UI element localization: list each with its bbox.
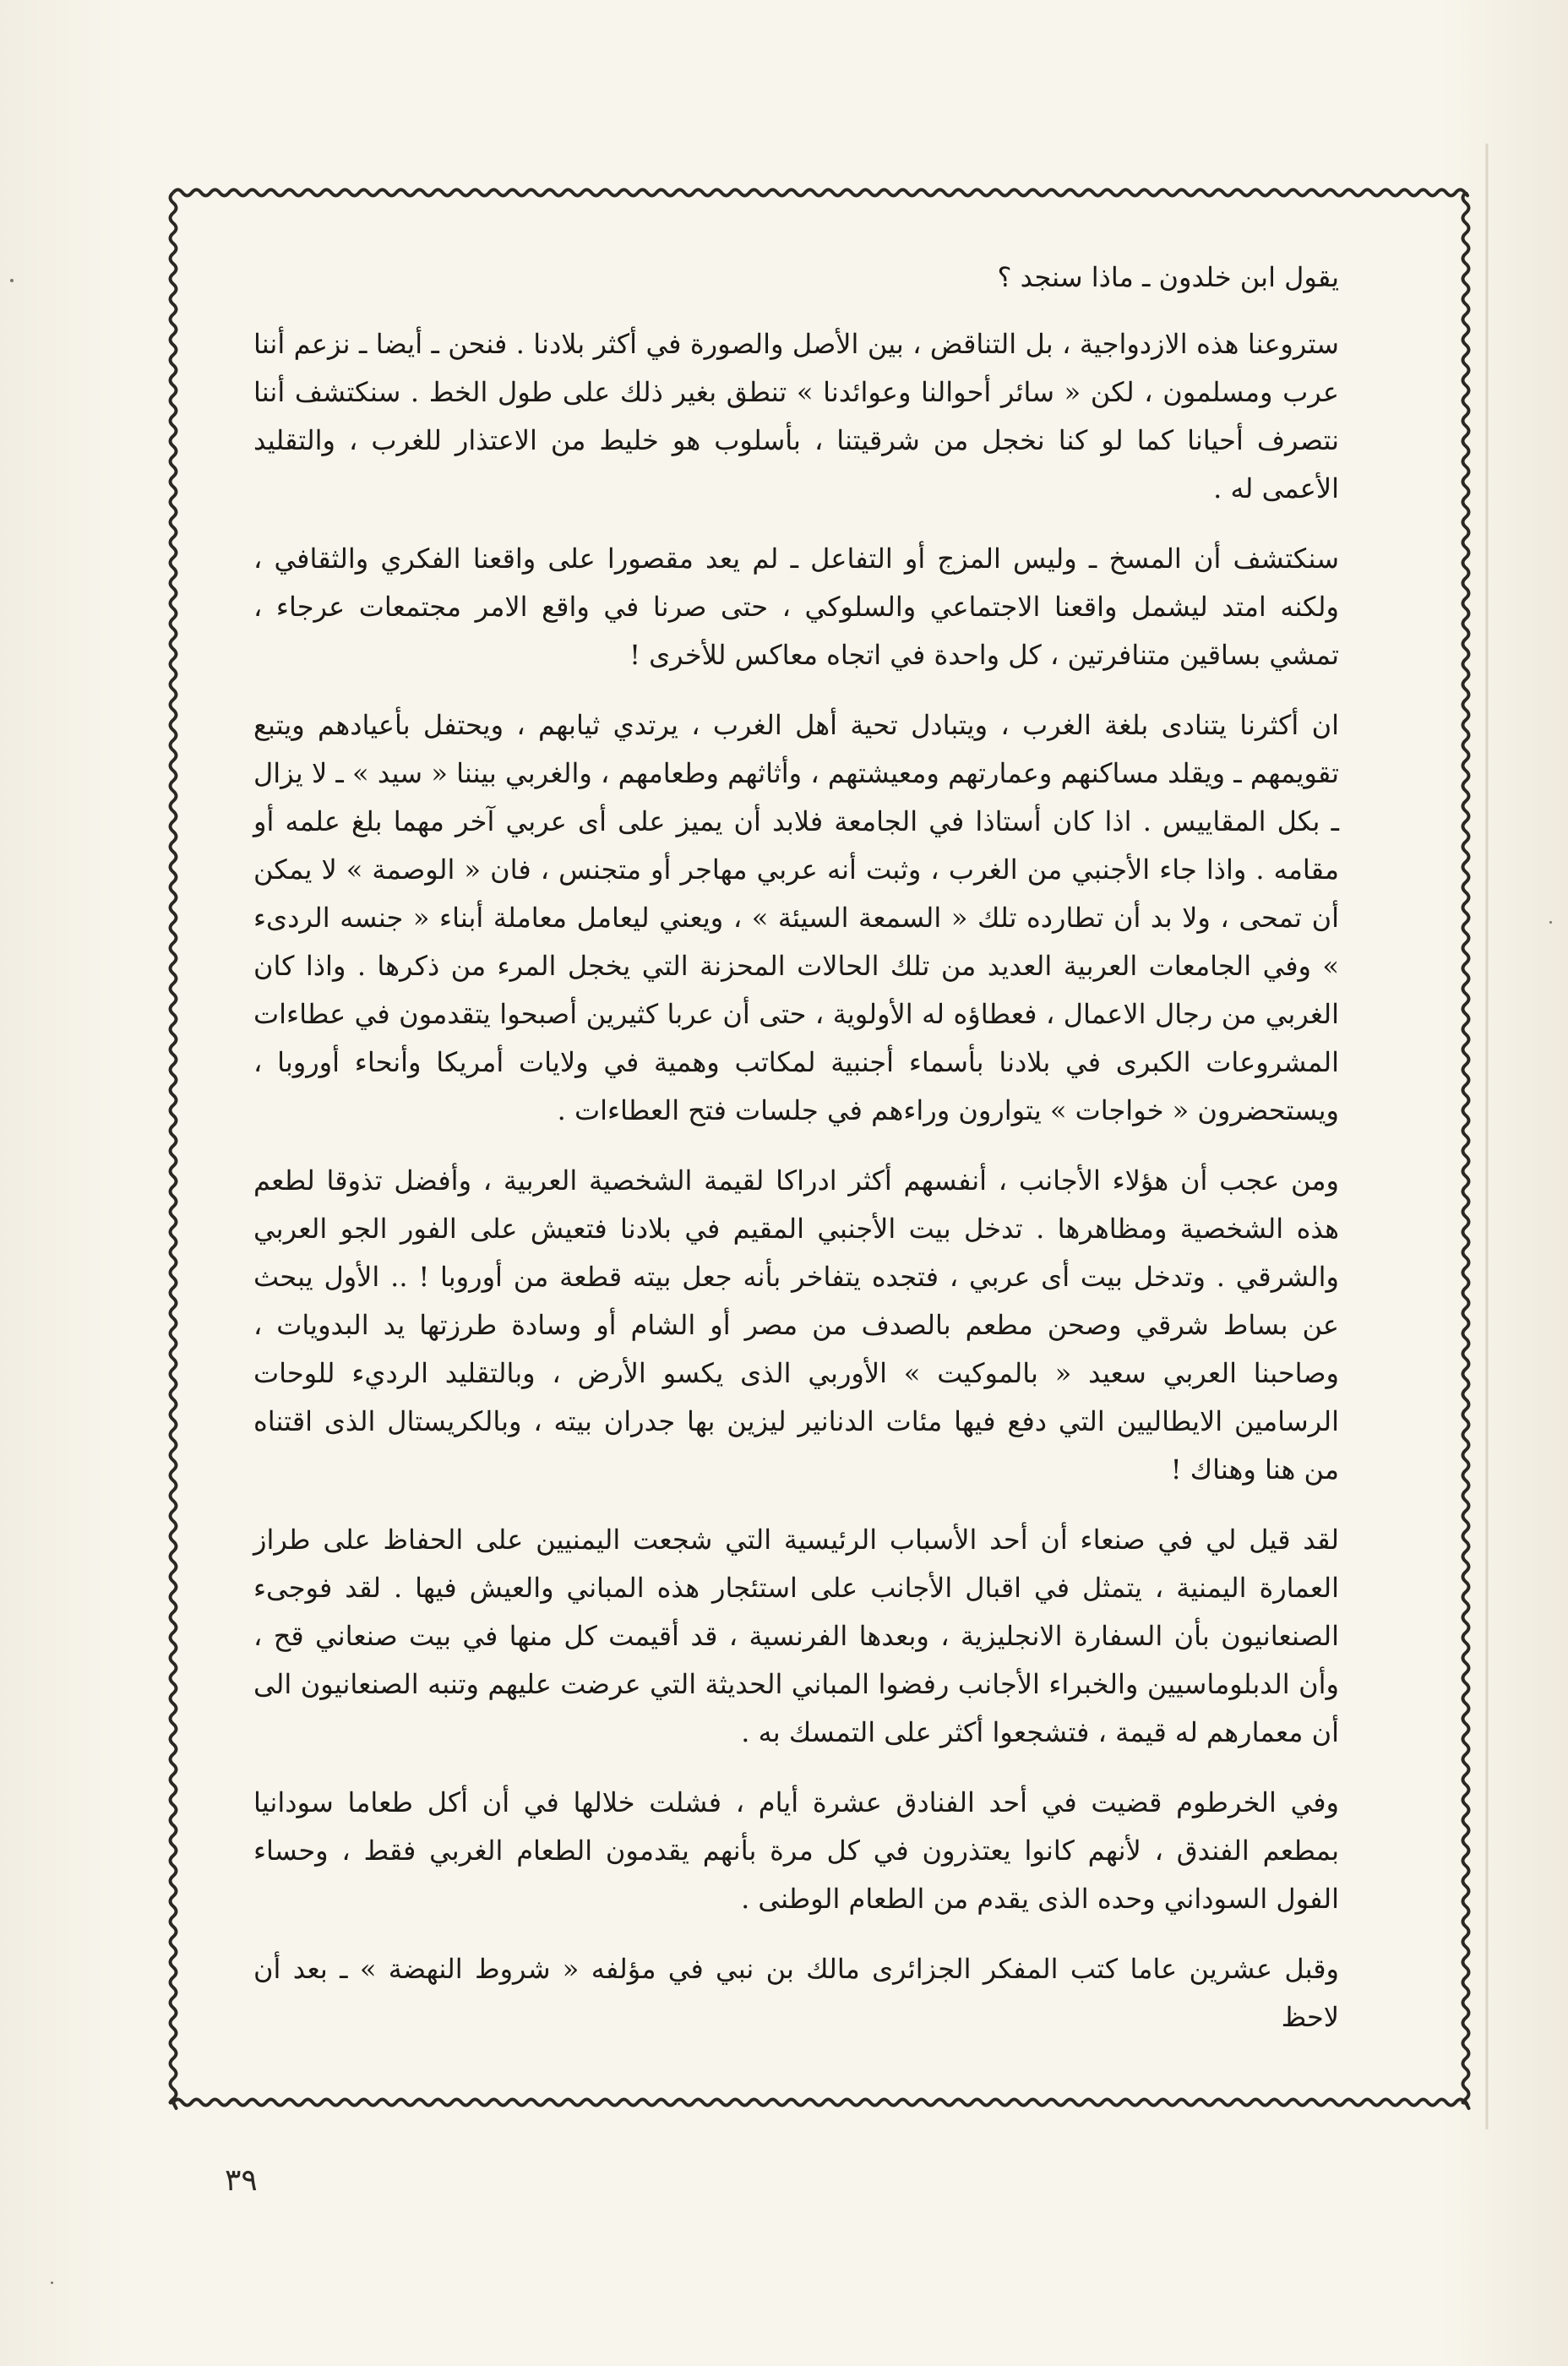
paragraph: ستروعنا هذه الازدواجية ، بل التناقض ، بين الأصل والصورة في أكثر بلادنا . فنحن ـ أيضا ـ نزعم أننا عرب ومسلمون ، لكن « سائر أحوالنا وعوائدنا » تنطق بغير ذلك على طول الخط . سنكتشف أننا نتصرف أحيانا كما لو كنا نخجل من شرقيتنا ، بأسلوب هو خليط من الاعتذار للغرب ، والتقليد الأعمى له . bbox=[253, 328, 1339, 504]
paragraph-heading: يقول ابن خلدون ـ ماذا سنجد ؟ bbox=[997, 261, 1339, 293]
paragraph: ومن عجب أن هؤلاء الأجانب ، أنفسهم أكثر ادراكا لقيمة الشخصية العربية ، وأفضل تذوقا لطعم هذه الشخصية ومظاهرها . تدخل بيت الأجنبي المقيم في بلادنا فتعيش على الفور الجو العربي والشرقي . وتدخل بيت أى عربي ، فتجده يتفاخر بأنه جعل بيته قطعة من أوروبا ! .. الأول يبحث عن بساط شرقي وصحن مطعم بالصدف من مصر أو الشام أو وسادة طرزتها يد البدويات ، وصاحبنا العربي سعيد « بالموكيت » الأوربي الذى يكسو الأرض ، وبالتقليد الرديء للوحات الرسامين الايطاليين التي دفع فيها مئات الدنانير ليزين بها جدران بيته ، وبالكريستال الذى اقتناه من هنا وهناك ! bbox=[253, 1164, 1340, 1486]
border-left bbox=[171, 193, 177, 2108]
scan-artifact bbox=[51, 2282, 53, 2284]
paragraph: وفي الخرطوم قضيت في أحد الفنادق عشرة أيام ، فشلت خلالها في أن أكل طعاما سودانيا بمطعم الفندق ، لأنهم كانوا يعتذرون في كل مرة بأنهم يقدمون الطعام الغربي فقط ، وحساء الفول السوداني وحده الذى يقدم من الطعام الوطنى . bbox=[253, 1786, 1339, 1915]
article-body bbox=[253, 254, 1339, 2063]
border-right bbox=[1463, 193, 1469, 2108]
scan-artifact bbox=[10, 279, 14, 282]
border-top bbox=[173, 190, 1467, 196]
page-number: ٣٩ bbox=[225, 2163, 258, 2198]
paragraph: لقد قيل لي في صنعاء أن أحد الأسباب الرئيسية التي شجعت اليمنيين على الحفاظ على طراز العمارة اليمنية ، يتمثل في اقبال الأجانب على استئجار هذه المباني والعيش فيها . لقد فوجىء الصنعانيون بأن السفارة الانجليزية ، وبعدها الفرنسية ، قد أقيمت كل منها في بيت صنعاني قح ، وأن الدبلوماسيين والخبراء الأجانب رفضوا المباني الحديثة التي عرضت عليهم وتنبه الصنعانيون الى أن معمارهم له قيمة ، فتشجعوا أكثر على التمسك به . bbox=[253, 1524, 1340, 1748]
paragraph: ان أكثرنا يتنادى بلغة الغرب ، ويتبادل تحية أهل الغرب ، يرتدي ثيابهم ، ويحتفل بأعيادهم ويتبع تقويمهم ـ ويقلد مساكنهم وعمارتهم ومعيشتهم ، وأثاثهم وطعامهم ، والغربي بيننا « سيد » ـ لا يزال ـ بكل المقاييس . اذا كان أستاذا في الجامعة فلابد أن يميز على أى عربي آخر مهما بلغ علمه أو مقامه . واذا جاء الأجنبي من الغرب ، وثبت أنه عربي مهاجر أو متجنس ، فان « الوصمة » لا يمكن أن تمحى ، ولا بد أن تطارده تلك « السمعة السيئة » ، ويعني ليعامل معاملة أبناء « جنسه الردىء » وفي الجامعات العربية العديد من تلك الحالات المحزنة التي يخجل المرء من ذكرها . واذا كان الغربي من رجال الاعمال ، فعطاؤه له الأولوية ، حتى أن عربا كثيرين أصبحوا يتقدمون في عطاءات المشروعات الكبرى في بلادنا بأسماء أجنبية لمكاتب وهمية في ولايات أمريكا وأنحاء أوروبا ، ويستحضرون « خواجات » يتوارون وراءهم في جلسات فتح العطاءات . bbox=[253, 709, 1340, 1126]
border-bottom bbox=[173, 2100, 1467, 2106]
scan-artifact bbox=[1549, 921, 1552, 924]
paragraph-last: وقبل عشرين عاما كتب المفكر الجزائرى مالك بن نبي في مؤلفه « شروط النهضة » ـ بعد أن لاحظ bbox=[253, 1953, 1339, 2033]
paragraph: سنكتشف أن المسخ ـ وليس المزج أو التفاعل ـ لم يعد مقصورا على واقعنا الفكري والثقافي ، ولكنه امتد ليشمل واقعنا الاجتماعي والسلوكي ، حتى صرنا في واقع الامر مجتمعات عرجاء ، تمشي بساقين متنافرتين ، كل واحدة في اتجاه معاكس للأخرى ! bbox=[253, 542, 1340, 671]
